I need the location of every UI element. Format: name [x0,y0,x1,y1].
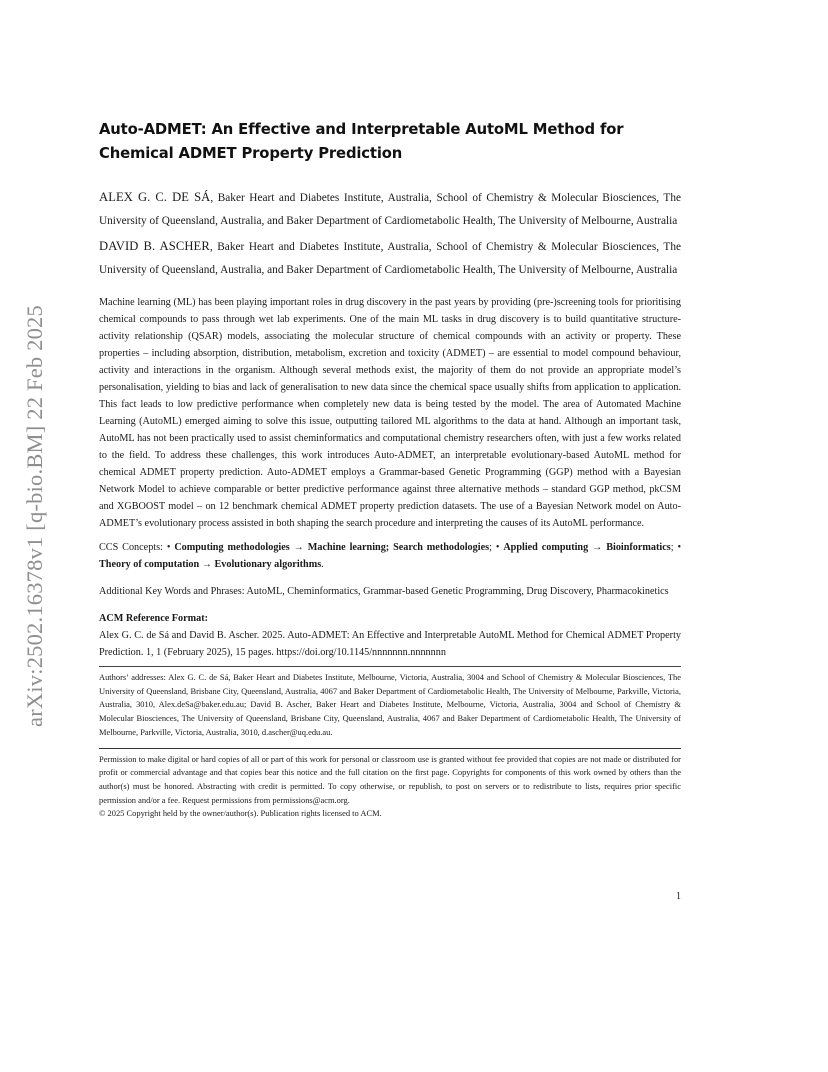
ccs-bullet: • [495,542,504,553]
authors-addresses: Authors’ addresses: Alex G. C. de Sá, Baker Heart and Diabetes Institute, Melbourne, Victoria, Australia, 3004 and School of Chemistry & Molecular Biosciences, The University of Queensland, Brisbane City, Queensland, Australia, 4067 and Baker Department of Cardiometabolic Health, The University of Melbourne, Parkville, Victoria, Australia, 3010, Alex.deSa@baker.edu.au; David B. Ascher, Baker Heart and Diabetes Institute, Melbourne, Victoria, Australia, 3004 and School of Chemistry & Molecular Biosciences, The University of Queensland, Brisbane City, Queensland, Australia, 4067 and Baker Department of Cardiometabolic Health, The University of Melbourne, Parkville, Victoria, Australia, 3010, d.ascher@uq.edu.au. [99,672,681,737]
author-name: DAVID B. ASCHER [99,239,210,253]
divider [99,748,681,749]
ccs-label: CCS Concepts: [99,542,167,553]
abstract: Machine learning (ML) has been playing important roles in drug discovery in the past years by providing (pre-)screening tools for prioritising chemical compounds to pass through wet lab experiments. One of the main ML tasks in drug discovery is to build quantitative structure-activity relationship (QSAR) models, associating the molecular structure of chemical compounds with an activity or property. These properties – including absorption, distribution, metabolism, excretion and toxicity (ADMET) – are essential to model compound behaviour, activity and interactions in the organism. Although several methods exist, the majority of them do not provide an appropriate model’s personalisation, yielding to bias and lack of generalisation to new data since the chemical space usually shifts from application to application. This fact leads to low predictive performance when completely new data is being tested by the model. The area of Automated Machine Learning (AutoML) emerged aiming to solve this issue, outputting tailored ML algorithms to the data at hand. Although an important task, AutoML has not been practically used to assist cheminformatics and computational chemistry researchers often, with just a few works related to the field. To address these challenges, this work introduces Auto-ADMET, an interpretable evolutionary-based AutoML method for chemical ADMET property prediction. Auto-ADMET employs a Grammar-based Genetic Programming (GGP) method with a Bayesian Network Model to achieve comparable or better predictive performance against three alternative methods – standard GGP method, pkCSM and XGBOOST model – on 12 benchmark chemical ADMET property prediction datasets. The use of a Bayesian Network model on Auto-ADMET’s evolutionary process assisted in both shaping the search procedure and interpreting the causes of its AutoML performance. [99,297,681,529]
ccs-concepts [99,539,681,573]
author-block [99,235,681,282]
ccs-concept: Bioinformatics [606,542,671,553]
arxiv-identifier-stamp: arXiv:2502.16378v1 [q-bio.BM] 22 Feb 2025 [22,305,47,727]
ccs-concept: Theory of computation [99,559,200,570]
ccs-separator: ; [489,542,496,553]
permission-notice: Permission to make digital or hard copies of all or part of this work for personal or classroom use is granted without fee provided that copies are not made or distributed for profit or commercial advantage and that copies bear this notice and the full citation on the first page. Copyrights for components of this work owned by others than the author(s) must be honored. Abstracting with credit is permitted. To copy otherwise, or republish, to post on servers or to redistribute to lists, requires prior specific permission and/or a fee. Request permissions from permissions@acm.org. [99,753,681,805]
paper-first-page [99,118,681,821]
author-affiliation: , Baker Heart and Diabetes Institute, Australia, School of Chemistry & Molecular Biosciences, The University of Queensland, Australia, and Baker Department of Cardiometabolic Health, The University of Melbourne, Australia [99,192,681,227]
ccs-concept: Machine learning; Search methodologies [307,542,490,553]
page-number: 1 [676,891,681,902]
ccs-concept: Applied computing [503,542,589,553]
paper-title: Auto-ADMET: An Effective and Interpretable AutoML Method for Chemical ADMET Property Prediction [99,121,624,162]
divider [99,666,681,667]
ccs-end: . [321,559,324,570]
copyright-notice: © 2025 Copyright held by the owner/author(s). Publication rights licensed to ACM. [99,808,382,819]
author-affiliation: , Baker Heart and Diabetes Institute, Australia, School of Chemistry & Molecular Biosciences, The University of Queensland, Australia, and Baker Department of Cardiometabolic Health, The University of Melbourne, Australia [99,241,681,276]
author-name: ALEX G. C. DE SÁ [99,190,211,204]
acm-reference-text: Alex G. C. de Sá and David B. Ascher. 2025. Auto-ADMET: An Effective and Interpretable AutoML Method for Chemical ADMET Property Prediction. 1, 1 (February 2025), 15 pages. https://doi.org/10.1145/nnnnnnn.nnnnnnn [99,630,681,658]
acm-reference-heading: ACM Reference Format: [99,613,208,624]
ccs-concept: Computing methodologies [174,542,290,553]
ccs-separator: ; [670,542,678,553]
ccs-arrow: → [289,542,308,553]
ccs-concept: Evolutionary algorithms [214,559,322,570]
ccs-bullet: • [166,542,175,553]
additional-keywords: Additional Key Words and Phrases: AutoML, Cheminformatics, Grammar-based Genetic Programming, Drug Discovery, Pharmacokinetics [99,586,669,597]
ccs-bullet: • [677,542,682,553]
author-block [99,186,681,233]
arxiv-sidebar [22,266,48,766]
ccs-arrow: → [199,559,215,570]
ccs-arrow: → [588,542,607,553]
